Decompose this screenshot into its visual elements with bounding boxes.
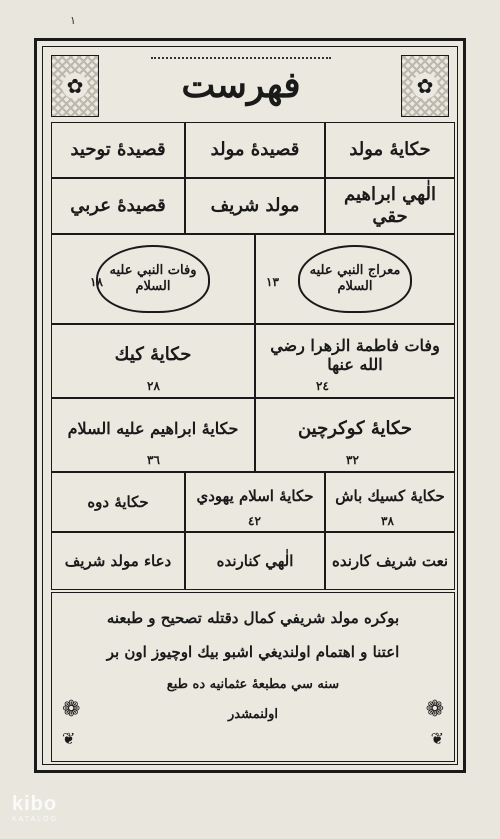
colophon-line: اولنمشدر [228, 707, 278, 722]
page-ref: ٣٢ [346, 452, 359, 467]
corner-ornament-left [51, 55, 99, 117]
corner-ornament-right [401, 55, 449, 117]
page-ref: ٢٤ [316, 378, 329, 393]
page-number: ١ [70, 14, 76, 27]
wreath-medallion: وفات النبي عليه السلام [96, 245, 210, 313]
colophon-line: سنه سي مطبعۀ عثمانيه ده طبع [166, 677, 340, 692]
toc-entry: وفات فاطمة الزهرا رضي الله عنها ٢٤ [255, 324, 455, 398]
page-title [141, 55, 341, 115]
toc-entry: قصيدۀ عربي [51, 178, 185, 234]
rosette-icon: ✿ [62, 73, 88, 99]
watermark-logo: kibo KATALOG [12, 793, 59, 823]
toc-entry: حكايۀ كيك ٢٨ [51, 324, 255, 398]
toc-entry: الٰهي ابراهيم حقي [325, 178, 455, 234]
toc-entry: نعت شريف كارنده [325, 532, 455, 590]
rosette-icon: ❁ [425, 697, 444, 722]
page-ref: ١٨ [90, 275, 103, 289]
colophon-line: بوكره مولد شريفي كمال دقتله تصحيح و طبعنه [106, 609, 400, 627]
wreath-medallion: معراج النبي عليه السلام [298, 245, 412, 313]
toc-entry: حكايۀ مولد [325, 122, 455, 178]
toc-entry: قصيدۀ توحيد [51, 122, 185, 178]
toc-entry: حكايۀ كسيك باش ٣٨ [325, 472, 455, 532]
toc-entry-medallion [51, 234, 255, 324]
toc-entry: حكايۀ ابراهيم عليه السلام ٣٦ [51, 398, 255, 472]
page-ref: ١٣ [266, 275, 279, 289]
rosette-icon: ✿ [412, 73, 438, 99]
toc-entry: حكايۀ دوه [51, 472, 185, 532]
toc-entry: قصيدۀ مولد [185, 122, 325, 178]
toc-entry-medallion [255, 234, 455, 324]
title-text: فهرست [181, 64, 301, 106]
page-frame [34, 38, 466, 773]
colophon-line: اعتنا و اهتمام اولنديغي اشبو بيك اوچيوز اون بر [106, 643, 400, 661]
toc-entry: حكايۀ اسلام يهودي ٤٢ [185, 472, 325, 532]
floral-ornament-icon: ❦ [430, 729, 444, 748]
page-ref: ٤٢ [248, 513, 261, 528]
inner-border [42, 46, 458, 765]
page-ref: ٣٨ [381, 513, 394, 528]
toc-entry: حكايۀ كوكرچين ٣٢ [255, 398, 455, 472]
rosette-icon: ❁ [62, 697, 81, 722]
colophon [51, 592, 455, 762]
title-flourish [151, 57, 331, 69]
toc-entry: الٰهي كنارنده [185, 532, 325, 590]
floral-ornament-icon: ❦ [62, 729, 76, 748]
page-ref: ٢٨ [147, 378, 160, 393]
toc-entry: مولد شريف [185, 178, 325, 234]
toc-entry: دعاء مولد شريف [51, 532, 185, 590]
page-ref: ٣٦ [147, 452, 160, 467]
